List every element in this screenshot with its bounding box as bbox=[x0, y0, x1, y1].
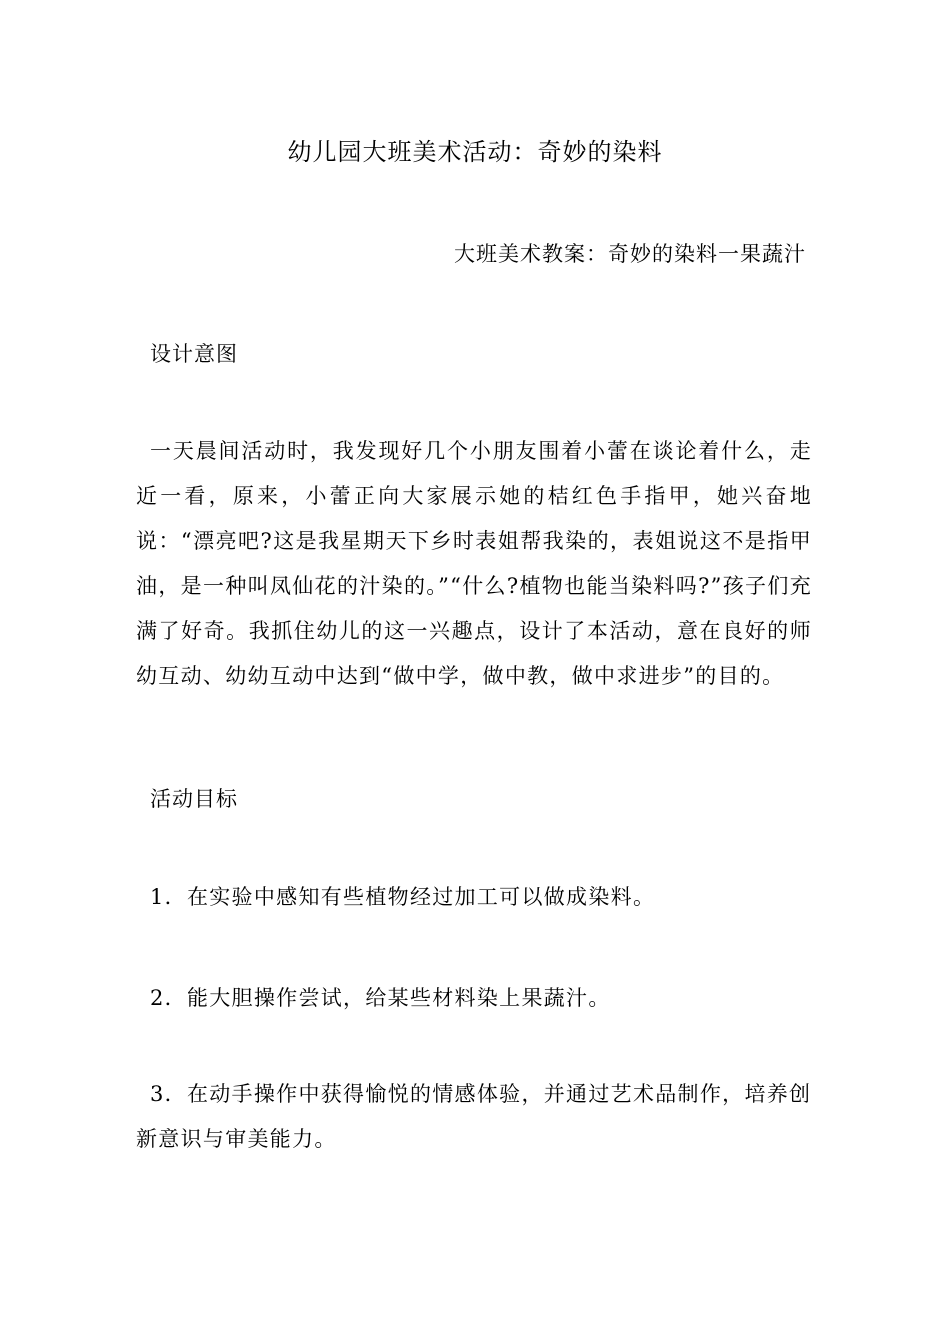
document-subtitle: 大班美术教案：奇妙的染料一果蔬汁 bbox=[454, 242, 806, 266]
section-heading-goals: 活动目标 bbox=[150, 787, 238, 811]
goal-item-1: 1．在实验中感知有些植物经过加工可以做成染料。 bbox=[150, 885, 656, 909]
document-title: 幼儿园大班美术活动：奇妙的染料 bbox=[287, 138, 663, 166]
design-intent-paragraph: 一天晨间活动时，我发现好几个小朋友围着小蕾在谈论着什么，走近一看，原来，小蕾正向大家展示她的桔红色手指甲，她兴奋地说：“漂亮吧?这是我星期天下乡时表姐帮我染的，表姐说这不是指甲油，是一种叫凤仙花的汁染的。”“什么?植物也能当染料吗?”孩子们充满了好奇。我抓住幼儿的这一兴趣点，设计了本活动，意在良好的师幼互动、幼幼互动中达到“做中学，做中教，做中求进步”的目的。 bbox=[136, 439, 812, 688]
goal-item-3: 3．在动手操作中获得愉悦的情感体验，并通过艺术品制作，培养创新意识与审美能力。 bbox=[136, 1082, 812, 1151]
section-heading-design-intent: 设计意图 bbox=[150, 342, 238, 366]
goal-item-2: 2．能大胆操作尝试，给某些材料染上果蔬汁。 bbox=[150, 986, 611, 1010]
